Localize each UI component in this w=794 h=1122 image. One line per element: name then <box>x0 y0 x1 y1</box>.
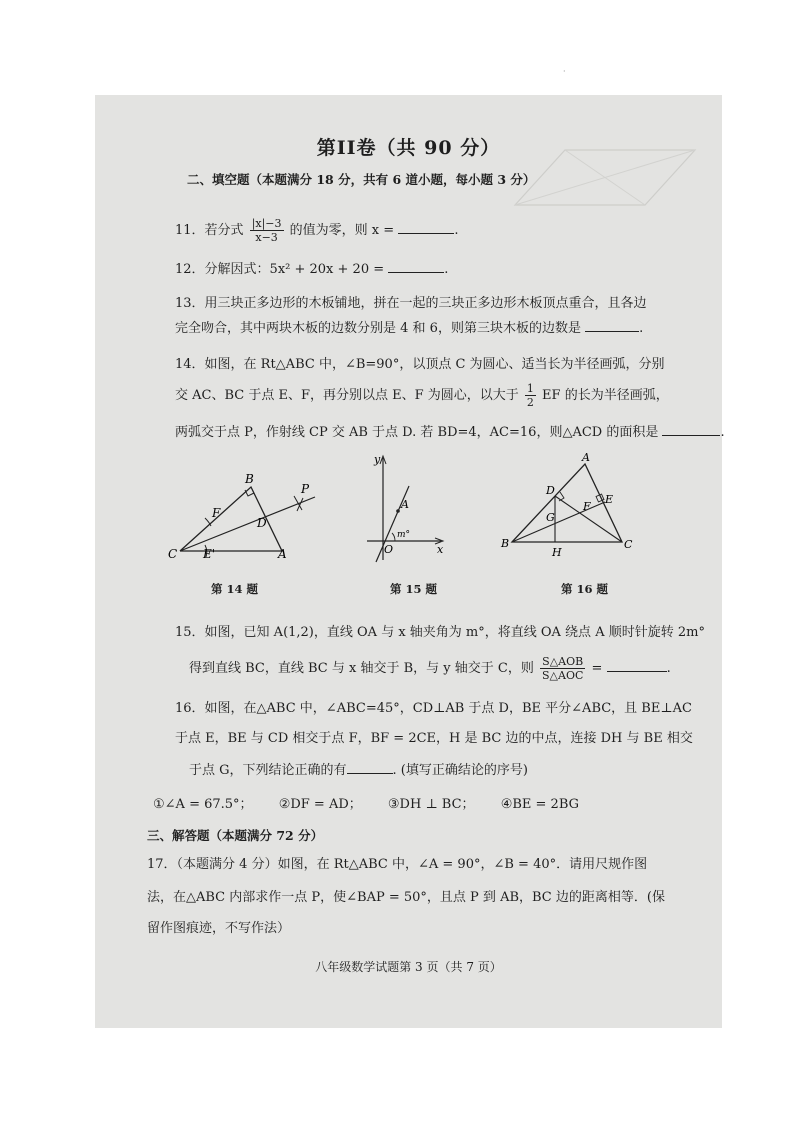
arc-cross <box>294 496 303 511</box>
question-15-line-1: 15．如图，已知 A(1,2)，直线 OA 与 x 轴夹角为 m°，将直线 OA 绕点 A 顺时针旋转 2m° <box>175 625 705 640</box>
question-14-line-1: 14．如图，在 Rt△ABC 中，∠B=90°，以顶点 C 为圆心、适当长为半径画弧，分别 <box>175 357 665 372</box>
section-title: 第II卷（共 90 分） <box>316 137 501 159</box>
answer-blank[interactable] <box>388 260 444 273</box>
figure-16-caption: 第 16 题 <box>561 582 609 596</box>
figure-15-caption: 第 15 题 <box>390 582 438 596</box>
question-13-line-1: 13．用三块正多边形的木板铺地，拼在一起的三块正多边形木板顶点重合，且各边 <box>175 296 647 311</box>
label-e: E <box>605 493 614 506</box>
question-12: 12．分解因式：5x² + 20x + 20 = . <box>175 262 449 277</box>
option-1: ①∠A = 67.5°； <box>153 797 253 812</box>
figure-14-caption: 第 14 题 <box>211 582 259 596</box>
segment-be <box>512 502 605 542</box>
label-b: B <box>501 537 510 550</box>
label-d: D <box>257 516 267 530</box>
area-ratio-fraction: $\frac{\text{S△AOB}}{\text{S△AOC}}$ <box>542 655 584 682</box>
label-p: P <box>301 482 310 496</box>
label-x: x <box>437 543 444 556</box>
answer-blank[interactable] <box>607 659 667 672</box>
question-17-line-3: 留作图痕迹，不写作法） <box>147 921 291 936</box>
angle-arc <box>392 533 395 541</box>
question-11: 11．若分式 $\frac{|x|-3}{x-3}$ 的值为零，则 x = . <box>175 217 459 244</box>
label-b: B <box>245 472 254 486</box>
label-g: G <box>546 511 555 524</box>
label-f: F <box>212 506 221 520</box>
answer-blank[interactable] <box>347 761 393 774</box>
answer-blank[interactable] <box>662 423 720 436</box>
label-y: y <box>374 453 381 466</box>
label-c: C <box>624 538 633 551</box>
section-2-heading: 二、填空题（本题满分 18 分，共有 6 道小题，每小题 3 分） <box>187 172 536 187</box>
label-e: E' <box>203 547 216 561</box>
option-4: ④BE = 2BG <box>500 797 580 812</box>
half-fraction: $\frac{1}{2}$ <box>526 382 534 409</box>
speck: · <box>563 67 566 76</box>
label-c: C <box>168 547 178 561</box>
figure-14 <box>165 467 340 562</box>
question-16-line-2: 于点 E，BE 与 CD 相交于点 F，BF = 2CE，H 是 BC 边的中点，连接 DH 与 BE 相交 <box>175 731 693 746</box>
triangle-abc <box>180 487 282 551</box>
question-16-line-3: 于点 G，下列结论正确的有 . (填写正确结论的序号) <box>189 763 528 778</box>
point-a <box>396 509 400 513</box>
question-13-line-2: 完全吻合，其中两块木板的边数分别是 4 和 6，则第三块木板的边数是 . <box>175 321 644 336</box>
label-d: D <box>546 484 555 497</box>
page-footer: 八年级数学试题第 3 页（共 7 页） <box>315 960 502 974</box>
question-16-line-1: 16．如图，在△ABC 中，∠ABC=45°，CD⊥AB 于点 D，BE 平分∠ABC，且 BE⊥AC <box>175 701 692 716</box>
fraction: $\frac{|x|-3}{x-3}$ <box>251 217 282 244</box>
figure-16 <box>500 450 635 565</box>
question-14-line-2: 交 AC、BC 于点 E、F，再分别以点 E、F 为圆心，以大于 $\frac{1}{2}$ EF 的长为半径画弧， <box>175 382 669 409</box>
label-a: A <box>401 498 409 511</box>
label-h: H <box>552 546 562 559</box>
answer-blank[interactable] <box>585 319 639 332</box>
label-o: O <box>384 543 394 556</box>
figure-15 <box>357 450 457 565</box>
arc-f <box>205 518 211 526</box>
section-3-heading: 三、解答题（本题满分 72 分） <box>147 828 324 843</box>
ray-cp <box>180 497 315 551</box>
question-16-options <box>153 793 579 812</box>
label-f: F <box>583 500 591 513</box>
exam-page <box>95 95 725 1028</box>
label-m: m° <box>397 530 411 540</box>
question-17-line-1: 17．（本题满分 4 分）如图，在 Rt△ABC 中，∠A = 90°，∠B = 40°．请用尺规作图 <box>147 857 648 872</box>
label-a: A <box>278 547 287 561</box>
answer-blank[interactable] <box>398 221 454 234</box>
label-a: A <box>582 451 590 464</box>
option-2: ②DF = AD； <box>278 797 362 812</box>
question-17-line-2: 法，在△ABC 内部求作一点 P，使∠BAP = 50°，且点 P 到 AB，BC 边的距离相等．(保 <box>147 890 665 905</box>
question-15-line-2: 得到直线 BC，直线 BC 与 x 轴交于 B，与 y 轴交于 C，则 $\frac{\text{S△AOB}}{\text{S△AOC}}$ = . <box>189 655 671 682</box>
question-14-line-3: 两弧交于点 P，作射线 CP 交 AB 于点 D. 若 BD=4，AC=16，则△ACD 的面积是 . <box>175 425 725 440</box>
option-3: ③DH ⊥ BC； <box>387 797 475 812</box>
